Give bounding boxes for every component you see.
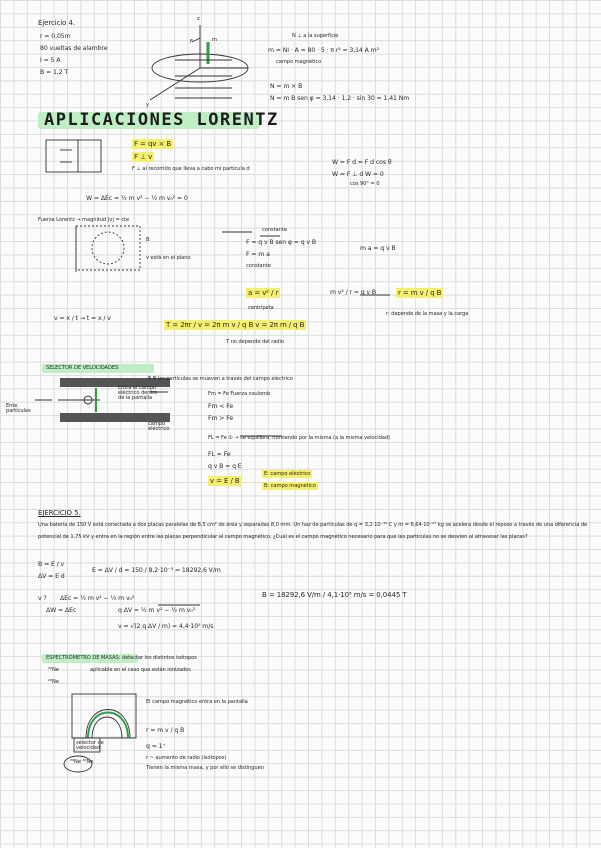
ex4-line-current: I = 5 A [40,57,61,64]
period-eq2: T = 2πr / v = 2π m v / q B v = 2π m / q B [166,321,305,329]
selector-note-2: Fm = Fe Fuerza coulomb [208,391,271,397]
vector-m-label: m [212,37,217,43]
ac-eq: a = v² / r [248,289,279,297]
page-title: APLICACIONES LORENTZ [44,110,279,130]
force-perp-formula: F ⊥ v [134,153,153,161]
energy-eq: W = ΔEc = ½ m v² − ½ m v₀² = 0 [86,195,188,202]
ex4-line-turns: 80 vueltas de alambre [40,45,108,52]
selector-note-3: Fm < Fe [208,403,234,410]
ex5-b-eq: B = E / v [38,561,65,568]
selector-box-label: Entra el campo eléctrico dentro de la pantalla [118,385,158,402]
constant-label: constante [262,227,287,233]
ex5-dv: ΔV = E d [38,573,65,580]
ex5-e-eq: E = ΔV / d = 150 / 8,2·10⁻³ = 18292,6 V/m [92,567,221,574]
selector-legend-e: E: campo eléctrico [264,471,311,477]
ex4-note2: campo magnético [276,59,322,65]
ma-eq: m a = q v B [360,245,396,252]
spectrometer-heading: ESPECTRÓMETRO DE MASAS: detectar los distintos isótopos [46,655,197,661]
ex5-v-sol: v = √(2 q ΔV / m) = 4,4·10⁵ m/s [118,623,214,630]
ex4-line-radius: r = 0,05m [40,33,71,40]
vector-f-label: F [190,39,193,45]
selector-side-label: Ente partículas [6,403,31,415]
coil-sketch [150,25,248,100]
spectrometer-selector-label: selector de velocidad [76,740,104,752]
work-eq1: W = F d = F d cos θ [332,159,392,166]
selector-v-eq: v = E / B [210,477,240,485]
spectrometer-sources: ²⁰Ne ²²Ne [70,759,94,765]
exercise5-heading: EJERCICIO 5. [38,509,81,517]
ac-label: centrípeta [248,305,274,311]
radius-eq: m v² / r = q v B [330,289,376,296]
constant-2: constante [246,263,271,269]
selector-field-label: campo eléctrico [148,421,170,433]
spectrometer-r-eq: r = m v / q B [146,727,185,734]
lorentz-box-sketch [46,140,101,172]
period-eq1: v = x / t → t = x / v [54,315,111,322]
ex4-formula2: N = m × B [270,83,303,90]
force-perp-note: F ⊥ al recorrido que lleva a cabo mi partícula d [132,166,250,172]
spectrometer-note: aplicable en el caso que están ionizados [90,667,191,673]
ex5-qdv: q ΔV = ½ m v² − ½ m v₀² [118,607,195,614]
selector-legend-b: B: campo magnético [264,483,316,489]
ex4-note1: N ⊥ a la superficie [292,33,339,39]
spectrometer-conclusion: Tienen la misma masa, y por ello se distinguen [146,765,264,771]
spectrometer-bullet: r ~ aumento de radio (isótopos) [146,755,227,761]
ex5-ec: ΔEc = ½ m v² − ½ m v₀² [60,595,135,602]
radius-note: r: depende de la masa y la carga [386,311,469,317]
axis-y-label: y [146,102,149,108]
ex5-q1: v ? [38,595,47,602]
lorentz-force-formula: F = qv × B [134,140,172,148]
selector-heading: SELECTOR DE VELOCIDADES [46,365,119,371]
period-note: T no depende del radio [226,339,284,345]
iso-2: ²²Ne [48,679,59,685]
iso-1: ²⁰Ne [48,667,59,673]
exercise4-heading: Ejercicio 4. [38,19,75,27]
work-eq3: cos 90° = 0 [350,181,380,187]
spectrometer-field-note: El campo magnético entra en la pantalla [146,699,248,705]
exercise5-statement: Una batería de 150 V está conectada a dos placas paralelas de 8,5 cm² de área y separadas 8,0 mm. Un haz de partículas de q = 3,2·10⁻¹⁹ C y m = 6,64·10⁻²⁷ kg se acelera desde el reposo a través de una diferencia de potencial de 1,75 kV y entra en la región entre las placas perpendicular al campo magnético, ¿Cuál es el campo magnético necesario para que las partículas no se desvíen al atravesar las placas? [38,522,588,540]
fma-eq: F = m a [246,251,270,258]
ex4-formula3: N = m B sen φ = 3,14 · 1,2 · sin 30 = 1,41 Nm [270,95,410,102]
ex4-formula1: m = NI · A = 80 · 5 · π r² = 3,14 A m² [268,47,379,54]
selector-note-1: E B las partículas se mueven a través del campo eléctrico [148,376,293,382]
spectrometer-q-eq: q = 1⁺ [146,743,166,750]
circle-note: v está en el plano [146,255,191,261]
selector-note-7: q v B = q E [208,463,242,470]
radius-result: r = m v / q B [398,289,442,297]
selector-note-6: FL = Fe [208,451,231,458]
ex4-line-field: B = 1,2 T [40,69,69,76]
axis-z-label: z [197,16,200,22]
uniform-note: Fuerza Lorentz → magnitud |v| = cte [38,217,130,223]
selector-note-5: FL = Fe ① → se equilibra, moviendo por la misma (a la misma velocidad) [208,435,390,441]
ex5-w: ΔW = ΔEc [46,607,77,614]
ex5-b-sol: B = 18292,6 V/m / 4,1·10⁵ m/s = 0,0445 T [262,591,407,599]
work-eq2: W = F ⊥ d W = 0 [332,171,384,178]
selector-note-4: Fm > Fe [208,415,234,422]
field-in-label: B [146,237,150,243]
fq-eq: F = q v B sen φ = q v B [246,239,316,246]
circle-field-sketch [76,226,140,272]
